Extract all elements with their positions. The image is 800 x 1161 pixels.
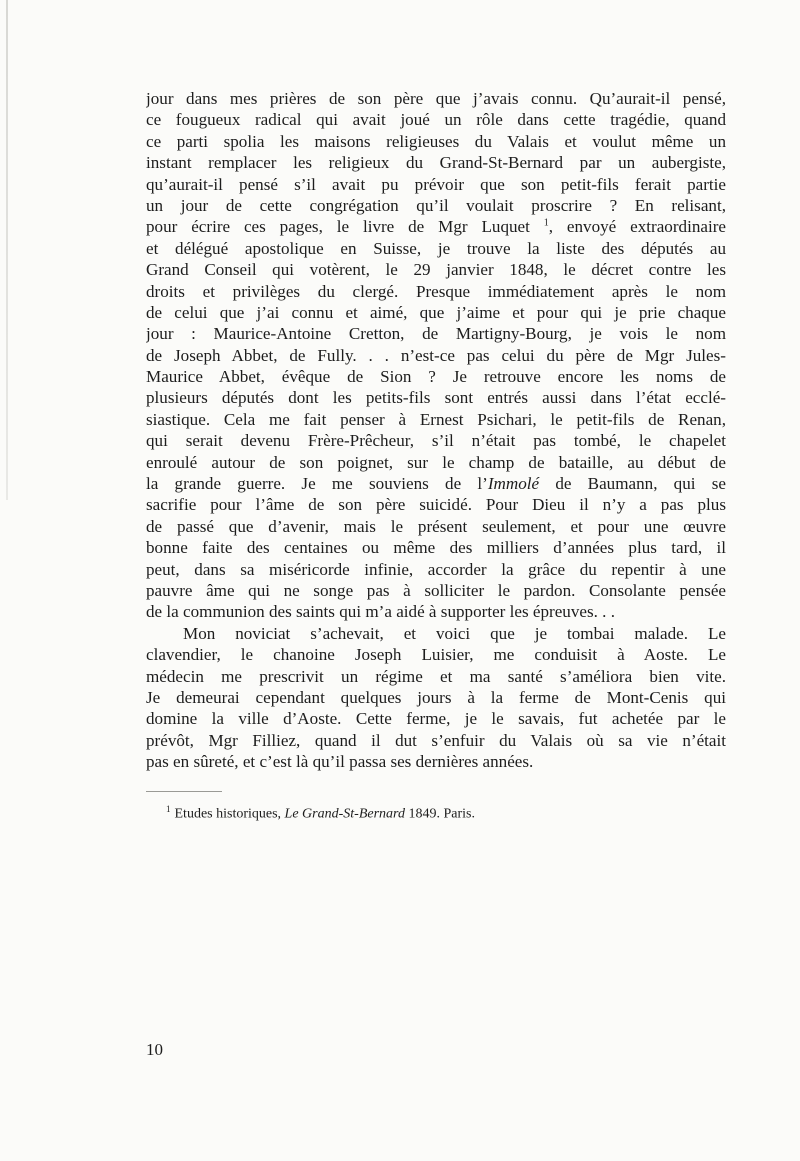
text-line-footnote-ref bbox=[146, 216, 726, 237]
body-text bbox=[146, 88, 726, 773]
footnote-reference: 1 bbox=[543, 217, 549, 229]
italic-title: Immolé bbox=[487, 474, 540, 494]
footnote-title: Le Grand-St-Bernard bbox=[284, 806, 405, 822]
text-line: Maurice Abbet, évêque de Sion ? Je retrouve encore les noms de bbox=[146, 367, 726, 387]
text-line: enroulé autour de son poignet, sur le champ de bataille, au début de bbox=[146, 452, 726, 472]
text-line: instant remplacer les religieux du Grand-St-Bernard par un aubergiste, bbox=[146, 153, 726, 173]
text-line: Grand Conseil qui votèrent, le 29 janvier 1848, le décret contre les bbox=[146, 260, 726, 280]
text-line: de Joseph Abbet, de Fully. . . n’est-ce pas celui du père de Mgr Jules- bbox=[146, 345, 726, 365]
text-segment: , envoyé extraordinaire bbox=[548, 217, 726, 237]
text-line: de celui que j’ai connu et aimé, que j’aime et pour qui je prie chaque bbox=[146, 302, 726, 322]
text-line-paragraph-start: Mon noviciat s’achevait, et voici que je tombai malade. Le bbox=[183, 623, 726, 643]
text-segment: la grande guerre. Je me souviens de l’ bbox=[146, 474, 488, 494]
text-line: pauvre âme qui ne songe pas à solliciter le pardon. Consolante pensée bbox=[146, 580, 726, 600]
text-line: de passé que d’avenir, mais le présent seulement, et pour une œuvre bbox=[146, 516, 726, 536]
text-line: et délégué apostolique en Suisse, je trouve la liste des députés au bbox=[146, 238, 726, 258]
text-line: plusieurs députés dont les petits-fils sont entrés aussi dans l’état ecclé- bbox=[146, 388, 726, 408]
text-line-italic bbox=[146, 473, 726, 494]
text-segment: pour écrire ces pages, le livre de Mgr Luquet bbox=[146, 217, 530, 237]
text-line: sacrifie pour l’âme de son père suicidé. Pour Dieu il n’y a pas plus bbox=[146, 495, 726, 515]
page-number: 10 bbox=[146, 1040, 163, 1059]
text-line: de la communion des saints qui m’a aidé à supporter les épreuves. . . bbox=[146, 602, 616, 622]
text-line: bonne faite des centaines ou même des milliers d’années plus tard, il bbox=[146, 538, 726, 558]
text-line: jour dans mes prières de son père que j’avais connu. Qu’aurait-il pensé, bbox=[146, 89, 726, 108]
text-line: qu’aurait-il pensé s’il avait pu prévoir que son petit-fils ferait partie bbox=[146, 174, 726, 194]
footnote-text: Etudes historiques, bbox=[174, 806, 285, 822]
text-line: médecin me prescrivit un régime et ma santé s’améliora bien vite. bbox=[146, 666, 726, 686]
text-line: ce fougueux radical qui avait joué un rôle dans cette tragédie, quand bbox=[146, 110, 726, 130]
text-line: siastique. Cela me fait penser à Ernest Psichari, le petit-fils de Renan, bbox=[146, 409, 726, 429]
footnote-rule bbox=[146, 791, 222, 792]
text-line: un jour de cette congrégation qu’il voulait proscrire ? En relisant, bbox=[146, 195, 726, 215]
text-line: ce parti spolia les maisons religieuses du Valais et voulut même un bbox=[146, 131, 726, 151]
text-line: jour : Maurice-Antoine Cretton, de Martigny-Bourg, je vois le nom bbox=[146, 324, 726, 344]
text-line: prévôt, Mgr Filliez, quand il dut s’enfuir du Valais où sa vie n’était bbox=[146, 730, 726, 750]
text-line: qui serait devenu Frère-Prêcheur, s’il n’était pas tombé, le chapelet bbox=[146, 431, 726, 451]
text-line: pas en sûreté, et c’est là qu’il passa ses dernières années. bbox=[146, 752, 534, 772]
footnote-marker: 1 bbox=[166, 804, 171, 814]
text-segment: de Baumann, qui se bbox=[539, 474, 726, 494]
footnote bbox=[166, 800, 475, 824]
text-line: droits et privilèges du clergé. Presque immédiatement après le nom bbox=[146, 281, 726, 301]
text-line: domine la ville d’Aoste. Cette ferme, je le savais, fut achetée par le bbox=[146, 709, 726, 729]
text-line: peut, dans sa miséricorde infinie, accorder la grâce du repentir à une bbox=[146, 559, 726, 579]
footnote-text: 1849. Paris. bbox=[404, 806, 475, 822]
page-binding-shadow bbox=[6, 0, 8, 500]
text-line: Je demeurai cependant quelques jours à la ferme de Mont-Cenis qui bbox=[146, 687, 726, 707]
text-line: clavendier, le chanoine Joseph Luisier, me conduisit à Aoste. Le bbox=[146, 645, 726, 665]
